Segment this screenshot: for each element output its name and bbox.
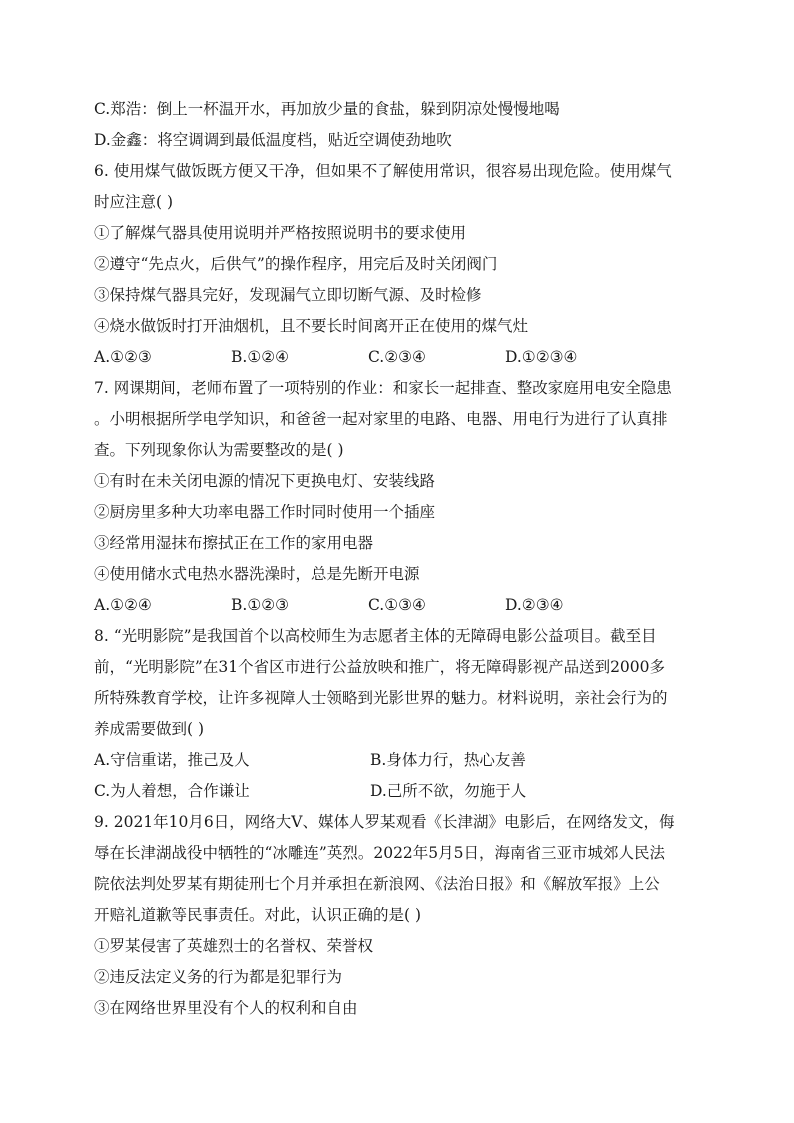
option-c: C.②③④ [368, 348, 426, 366]
statement-item: ③经常用湿抹布擦拭正在工作的家用电器 [94, 534, 374, 552]
question-stem-line: 前，“光明影院”在31个省区市进行公益放映和推广，将无障碍影视产品送到2000多 [94, 658, 666, 676]
statement-item: ②厨房里多种大功率电器工作时同时使用一个插座 [94, 503, 436, 521]
option-c: C.①③④ [368, 596, 426, 614]
option-b: B.①②③ [231, 596, 290, 614]
question-9 [94, 807, 706, 1024]
statement-item: ④烧水做饭时打开油烟机，且不要长时间离开正在使用的煤气灶 [94, 317, 529, 335]
statement-item: ①了解煤气器具使用说明并严格按照说明书的要求使用 [94, 224, 467, 242]
statement-item: ③在网络世界里没有个人的权利和自由 [94, 999, 358, 1017]
question-stem-line: 所特殊教育学校，让许多视障人士领略到光影世界的魅力。材料说明，亲社会行为的 [94, 689, 668, 707]
statement-item: ②遵守“先点火，后供气”的操作程序，用完后及时关闭阀门 [94, 255, 498, 273]
question-stem-line: 6. 使用煤气做饭既方便又干净，但如果不了解使用常识，很容易出现危险。使用煤气 [94, 162, 672, 180]
statement-item: ①有时在未关闭电源的情况下更换电灯、安装线路 [94, 472, 436, 490]
option-b: B.身体力行，热心友善 [370, 751, 526, 769]
option-c: C.为人着想，合作谦让 [94, 782, 250, 800]
question-stem-line: 院依法判处罗某有期徒刑七个月并承担在新浪网、《法治日报》和《解放军报》上公 [94, 875, 660, 893]
option-d: D.己所不欲，勿施于人 [370, 782, 527, 800]
option-c: C.郑浩：倒上一杯温开水，再加放少量的食盐，躲到阴凉处慢慢地喝 [94, 100, 560, 118]
question-stem-line: 9. 2021年10月6日，网络大V、媒体人罗某观看《长津湖》电影后，在网络发文，侮 [94, 813, 675, 831]
option-a: A.守信重诺，推己及人 [94, 751, 250, 769]
exam-page [94, 94, 706, 1024]
statement-item: ③保持煤气器具完好，发现漏气立即切断气源、及时检修 [94, 286, 482, 304]
answer-options-row-2 [94, 776, 706, 807]
answer-options [94, 590, 706, 621]
question-stem-line: 8. “光明影院”是我国首个以高校师生为志愿者主体的无障碍电影公益项目。截至目 [94, 627, 657, 645]
answer-options [94, 342, 706, 373]
option-a: A.①②③ [94, 348, 152, 366]
question-8 [94, 621, 706, 807]
question-7 [94, 373, 706, 621]
question-stem-line: 。小明根据所学电学知识，和爸爸一起对家里的电路、电器、用电行为进行了认真排 [94, 410, 668, 428]
question-stem-line: 辱在长津湖战役中牺牲的“冰雕连”英烈。2022年5月5日，海南省三亚市城郊人民法 [94, 844, 666, 862]
question-stem-line: 开赔礼道歉等民事责任。对此，认识正确的是( ) [94, 906, 422, 924]
option-d: D.金鑫：将空调调到最低温度档，贴近空调使劲地吹 [94, 131, 452, 149]
question-stem-line: 时应注意( ) [94, 193, 174, 211]
question-stem-line: 养成需要做到( ) [94, 720, 205, 738]
question-6 [94, 156, 706, 373]
option-d: D.②③④ [505, 596, 564, 614]
question-stem-line: 查。下列现象你认为需要整改的是( ) [94, 441, 344, 459]
statement-item: ②违反法定义务的行为都是犯罪行为 [94, 968, 343, 986]
option-d: D.①②③④ [505, 348, 578, 366]
statement-item: ④使用储水式电热水器洗澡时，总是先断开电源 [94, 565, 420, 583]
answer-options-row-1 [94, 745, 706, 776]
option-a: A.①②④ [94, 596, 152, 614]
question-stem-line: 7. 网课期间，老师布置了一项特别的作业：和家长一起排查、整改家庭用电安全隐患 [94, 379, 672, 397]
statement-item: ①罗某侵害了英雄烈士的名誉权、荣誉权 [94, 937, 374, 955]
option-b: B.①②④ [231, 348, 290, 366]
previous-question-options [94, 94, 706, 156]
